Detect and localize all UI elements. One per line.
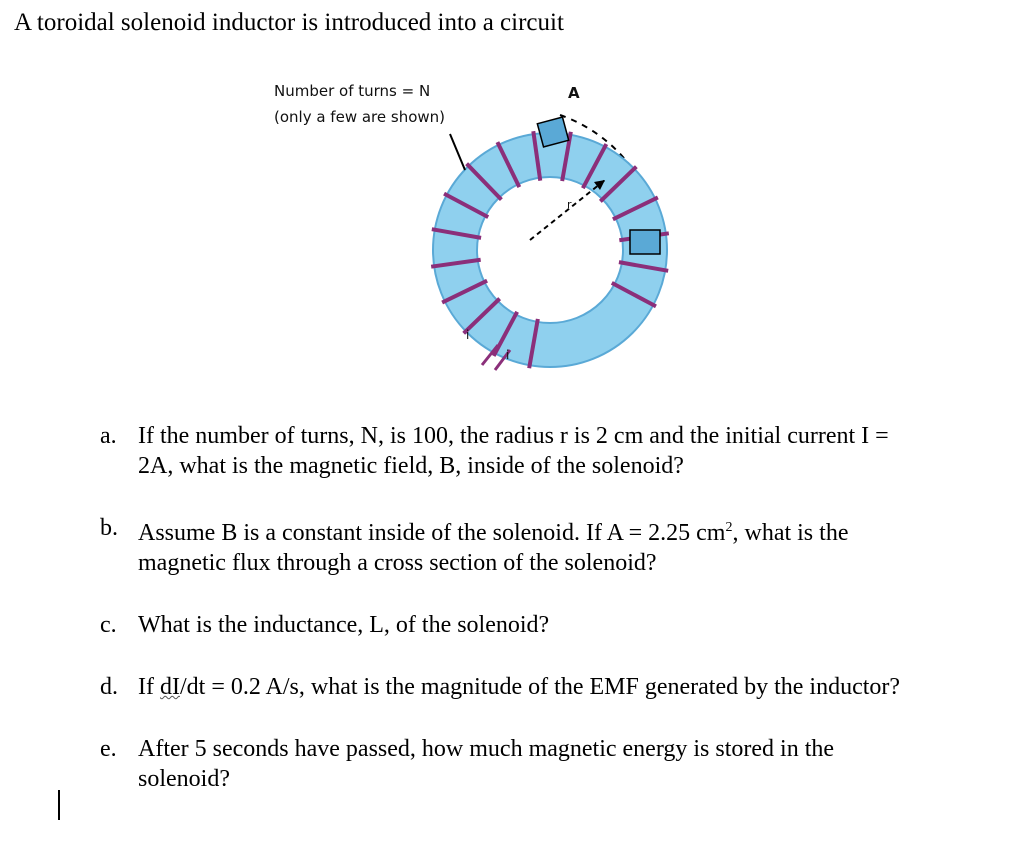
toroid-figure	[260, 70, 700, 390]
page-title: A toroidal solenoid inductor is introduced into a circuit	[14, 9, 564, 36]
question-text-line: If dI/dt = 0.2 A/s, what is the magnitude of the EMF generated by the inductor?	[138, 674, 901, 700]
cross-section-right	[630, 230, 660, 254]
question-marker: d.	[100, 674, 118, 700]
label-area-a: A	[568, 84, 580, 102]
question-marker: a.	[100, 423, 117, 449]
question-marker: b.	[100, 515, 118, 541]
question-e	[100, 734, 1000, 794]
spellcheck-squiggle: dI	[159, 674, 180, 700]
label-pointer	[450, 134, 465, 170]
question-text-line: 2A, what is the magnetic field, B, inside of the solenoid?	[138, 453, 684, 479]
label-current-out: i	[506, 348, 510, 362]
question-list	[100, 421, 1000, 794]
question-c	[100, 610, 1000, 640]
question-d	[100, 672, 1000, 702]
label-number-of-turns: Number of turns = N	[274, 82, 431, 100]
question-text-line: magnetic flux through a cross section of the solenoid?	[138, 550, 657, 576]
question-text-line: Assume B is a constant inside of the solenoid. If A = 2.25 $cm^2$, what is the	[138, 520, 849, 546]
question-text-line: solenoid?	[138, 766, 230, 792]
question-a	[100, 421, 1000, 481]
label-radius-r: r	[567, 198, 572, 211]
question-marker: e.	[100, 736, 117, 762]
label-current-in: i	[466, 328, 470, 342]
question-text-line: After 5 seconds have passed, how much magnetic energy is stored in the	[138, 736, 835, 762]
label-only-few-shown: (only a few are shown)	[274, 108, 446, 126]
question-marker: c.	[100, 612, 117, 638]
question-b	[100, 513, 1000, 578]
text-cursor[interactable]	[58, 790, 60, 820]
question-text-line: What is the inductance, L, of the solenoid?	[138, 612, 550, 638]
question-text-line: If the number of turns, N, is 100, the radius r is 2 cm and the initial current I =	[138, 423, 889, 449]
